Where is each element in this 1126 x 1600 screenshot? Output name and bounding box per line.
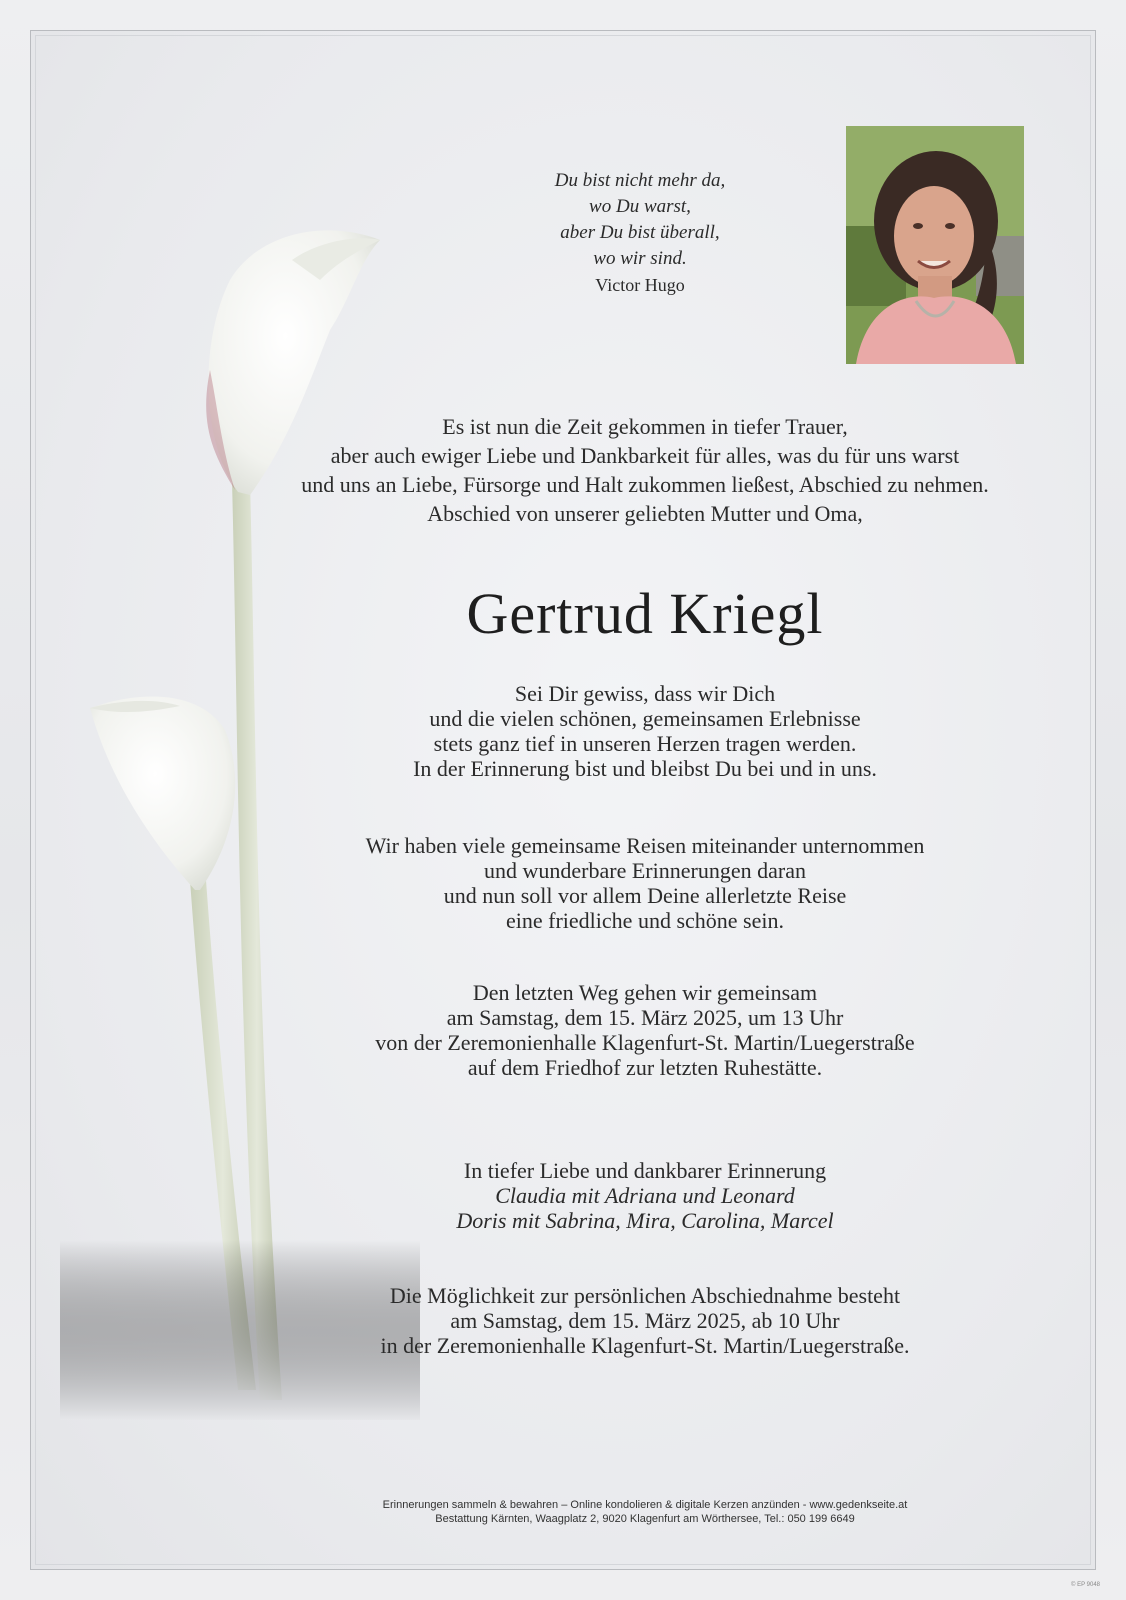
intro-paragraph [260,412,1030,528]
quote-line: wo wir sind. [593,248,687,269]
memory-line: Sei Dir gewiss, dass wir Dich [514,681,776,706]
portrait-photo [846,126,1024,364]
funeral-line: Den letzten Weg gehen wir gemeinsam [472,980,818,1005]
quote-line: Du bist nicht mehr da, [554,170,726,191]
travel-line: eine friedliche und schöne sein. [506,908,784,933]
quote-author: Victor Hugo [595,275,685,295]
farewell-line: in der Zeremonienhalle Klagenfurt-St. Martin/Luegerstraße. [380,1333,910,1358]
funeral-line: am Samstag, dem 15. März 2025, um 13 Uhr [446,1005,844,1030]
mourners-block [260,1158,1030,1233]
calla-lily-icon [60,220,420,1420]
funeral-line: von der Zeremonienhalle Klagenfurt-St. Martin/Luegerstraße [375,1030,915,1055]
mourners-heading: In tiefer Liebe und dankbarer Erinnerung [463,1158,827,1183]
footer-line: Erinnerungen sammeln & bewahren – Online kondolieren & digitale Kerzen anzünden - www.gedenkseite.at [382,1499,908,1511]
quote-line: aber Du bist überall, [560,222,720,243]
travel-paragraph [260,833,1030,933]
footer [260,1498,1030,1526]
memory-line: und die vielen schönen, gemeinsamen Erlebnisse [429,706,861,731]
travel-line: und nun soll vor allem Deine allerletzte Reise [443,883,847,908]
farewell-details [260,1283,1030,1358]
footer-line: Bestattung Kärnten, Waagplatz 2, 9020 Klagenfurt am Wörthersee, Tel.: 050 199 6649 [435,1513,855,1525]
deceased-name: Gertrud Kriegl [466,581,824,646]
mourner-names: Doris mit Sabrina, Mira, Carolina, Marcel [456,1208,834,1233]
farewell-line: Die Möglichkeit zur persönlichen Abschiednahme besteht [389,1283,901,1308]
intro-line: Abschied von unserer geliebten Mutter und Oma, [427,501,863,526]
travel-line: Wir haben viele gemeinsame Reisen miteinander unternommen [365,833,925,858]
intro-line: und uns an Liebe, Fürsorge und Halt zukommen ließest, Abschied zu nehmen. [301,472,989,497]
farewell-line: am Samstag, dem 15. März 2025, ab 10 Uhr [450,1308,840,1333]
intro-line: Es ist nun die Zeit gekommen in tiefer Trauer, [442,414,848,439]
intro-line: aber auch ewiger Liebe und Dankbarkeit für alles, was du für uns warst [330,443,960,468]
quote-line: wo Du warst, [589,196,691,217]
memory-line: In der Erinnerung bist und bleibst Du bei und in uns. [413,756,877,781]
mourner-names: Claudia mit Adriana und Leonard [495,1183,795,1208]
memory-paragraph [260,681,1030,781]
travel-line: und wunderbare Erinnerungen daran [484,858,806,883]
quote-block [500,168,780,298]
print-code: © EP 9048 [1071,1582,1100,1588]
funeral-line: auf dem Friedhof zur letzten Ruhestätte. [467,1055,823,1080]
memory-line: stets ganz tief in unseren Herzen tragen werden. [433,731,857,756]
funeral-details [260,980,1030,1080]
